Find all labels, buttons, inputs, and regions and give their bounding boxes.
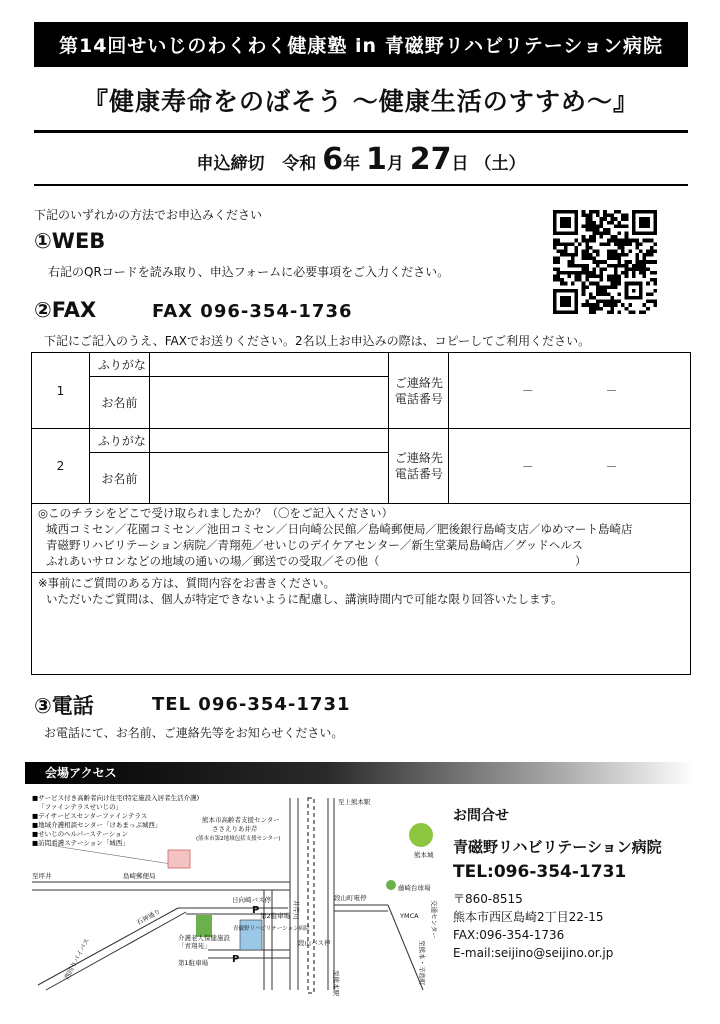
row-number: 1: [32, 353, 90, 429]
deadline-label: 申込締切: [196, 154, 265, 174]
deadline-day: 27: [409, 142, 452, 177]
event-title: 第14回せいじのわくわく健康塾 in 青磁野リハビリテーション病院: [34, 22, 688, 67]
phone-dash: －: [521, 459, 534, 474]
svg-text:日向崎バス停: 日向崎バス停: [232, 896, 271, 904]
contact-label: ご連絡先 電話番号: [389, 353, 449, 429]
svg-text:第2駐車場: 第2駐車場: [260, 912, 291, 920]
svg-text:段山町電停: 段山町電停: [334, 894, 367, 902]
name-field[interactable]: [149, 377, 389, 429]
svg-text:「青翔苑」: 「青翔苑」: [178, 942, 211, 950]
map-legend: [32, 793, 199, 847]
divider: [34, 130, 688, 133]
notes-line-1: ※事前にご質問のある方は、質問内容をお書きください。: [38, 576, 336, 590]
phone-instructions: お電話にて、お名前、ご連絡先等をお知らせください。: [44, 726, 344, 740]
svg-text:第1駐車場: 第1駐車場: [178, 959, 209, 967]
contact-heading: お問合せ: [453, 808, 509, 824]
svg-text:井芹川: 井芹川: [292, 900, 300, 920]
svg-text:交通センター: 交通センター: [430, 900, 438, 939]
qr-code[interactable]: [553, 210, 657, 314]
phone-dash: －: [521, 384, 534, 398]
legend-line: ■サービス付き高齢者向け住宅(特定施設入居者生活介護): [32, 794, 200, 802]
event-headline: 『健康寿命をのばそう ～健康生活のすすめ～』: [83, 87, 639, 116]
svg-text:熊本市高齢者支援センター: 熊本市高齢者支援センター: [202, 816, 280, 824]
svg-text:(熊本市第2地域包括支援センター): (熊本市第2地域包括支援センター): [196, 836, 281, 842]
svg-text:介護老人保健施設: 介護老人保健施設: [178, 934, 230, 942]
furigana-label: ふりがな: [89, 429, 149, 453]
web-instructions: 右記のQRコードを読み取り、申込フォームに必要事項をご入力ください。: [48, 265, 450, 279]
survey-options-2: 青磁野リハビリテーション病院／青翔苑／せいじのデイケアセンター／新生堂薬局島崎店／グッドヘルス: [46, 538, 583, 552]
furigana-label: ふりがな: [89, 353, 149, 377]
svg-text:石神通り: 石神通り: [135, 907, 162, 927]
name-label: お名前: [89, 453, 149, 504]
phone-number: TEL 096-354-1731: [152, 694, 351, 715]
svg-text:至坪井: 至坪井: [32, 872, 52, 880]
svg-text:至上熊本駅: 至上熊本駅: [338, 798, 371, 806]
phone-dash: －: [605, 459, 618, 474]
deadline-era: 令和: [282, 154, 317, 174]
contact-fax: FAX:096-354-1736: [453, 928, 565, 942]
fujisaki-marker: [386, 880, 396, 890]
svg-text:藤崎台球場: 藤崎台球場: [398, 884, 431, 892]
application-form: [31, 352, 691, 504]
name-label: お名前: [89, 377, 149, 429]
svg-text:西回りバイパス: 西回りバイパス: [62, 937, 92, 981]
fax-number: FAX 096-354-1736: [152, 301, 353, 322]
legend-line: ■デイサービスセンターファインテラス: [32, 812, 148, 820]
deadline-month: 1: [366, 142, 387, 177]
svg-text:ささえりあ井芹: ささえりあ井芹: [212, 825, 258, 833]
hospital-block: [240, 920, 262, 950]
contact-label: ご連絡先 電話番号: [389, 429, 449, 504]
notes-line-2: いただいたご質問は、個人が特定できないように配慮し、講演時間内で可能な限り回答いたします。: [46, 592, 563, 606]
svg-text:至熊本・辛島町: 至熊本・辛島町: [418, 940, 426, 986]
row-number: 2: [32, 429, 90, 504]
deadline-year-unit: 年: [343, 154, 361, 174]
contact-email[interactable]: E-mail:seijino@seijino.or.jp: [453, 946, 614, 960]
contact-tel[interactable]: TEL:096-354-1731: [453, 862, 627, 882]
intro-text: 下記のいずれかの方法でお申込みください: [34, 208, 263, 222]
contact-block: [453, 805, 662, 962]
legend-line: ■訪問看護ステーション「城西」: [32, 839, 129, 847]
svg-text:P: P: [252, 905, 260, 916]
svg-text:段山バス停: 段山バス停: [298, 939, 331, 947]
divider: [34, 184, 688, 186]
svg-text:島崎郵便局: 島崎郵便局: [123, 872, 156, 880]
facility-block: [168, 850, 190, 868]
deadline-year: 6: [322, 142, 344, 177]
flyer-source-survey[interactable]: [31, 503, 691, 573]
access-heading: 会場アクセス: [25, 762, 695, 784]
svg-text:YMCA: YMCA: [400, 912, 419, 920]
furigana-field[interactable]: [149, 429, 389, 453]
phone-heading: ③電話: [34, 694, 94, 718]
survey-question: ◎このチラシをどこで受け取られましたか？（〇をご記入ください）: [38, 506, 394, 520]
deadline-month-unit: 月: [386, 154, 404, 174]
deadline: [34, 142, 688, 177]
kumamoto-castle-marker: [409, 823, 433, 847]
fax-heading: ②FAX: [34, 298, 97, 322]
legend-line: 「ファインテラスせいじの」: [38, 803, 123, 811]
access-map: [28, 790, 440, 1002]
svg-text:至熊本駅: 至熊本駅: [332, 970, 340, 996]
svg-text:青磁野リハビリテーション病院: 青磁野リハビリテーション病院: [233, 926, 310, 932]
furigana-field[interactable]: [149, 353, 389, 377]
legend-line: ■地域介護相談センター「けあまっぷ城西」: [32, 821, 162, 829]
survey-options-3: ふれあいサロンなどの地域の通いの場／郵送での受取／その他（ ）: [46, 554, 587, 568]
phone-dash: －: [605, 384, 618, 398]
phone-field[interactable]: [449, 429, 691, 504]
svg-text:熊本城: 熊本城: [414, 851, 434, 859]
name-field[interactable]: [149, 453, 389, 504]
web-heading: ①WEB: [34, 229, 106, 253]
fax-instructions: 下記にご記入のうえ、FAXでお送りください。2名以上お申込みの際は、コピーしてご利用ください。: [44, 334, 591, 348]
survey-options-1: 城西コミセン／花園コミセン／池田コミセン／日向崎公民館／島崎郵便局／肥後銀行島崎支店／ゆめマート島崎店: [46, 522, 633, 536]
deadline-weekday: （土）: [474, 154, 526, 174]
contact-hospital-name: 青磁野リハビリテーション病院: [453, 838, 662, 856]
phone-field[interactable]: [449, 353, 691, 429]
svg-text:P: P: [232, 954, 240, 965]
contact-address: 熊本市西区島崎2丁目22-15: [453, 910, 604, 924]
contact-postal: 〒860-8515: [453, 892, 523, 906]
deadline-day-unit: 日: [451, 154, 469, 174]
question-box[interactable]: [31, 572, 691, 675]
legend-line: ■せいじのヘルパーステーション: [32, 830, 128, 838]
